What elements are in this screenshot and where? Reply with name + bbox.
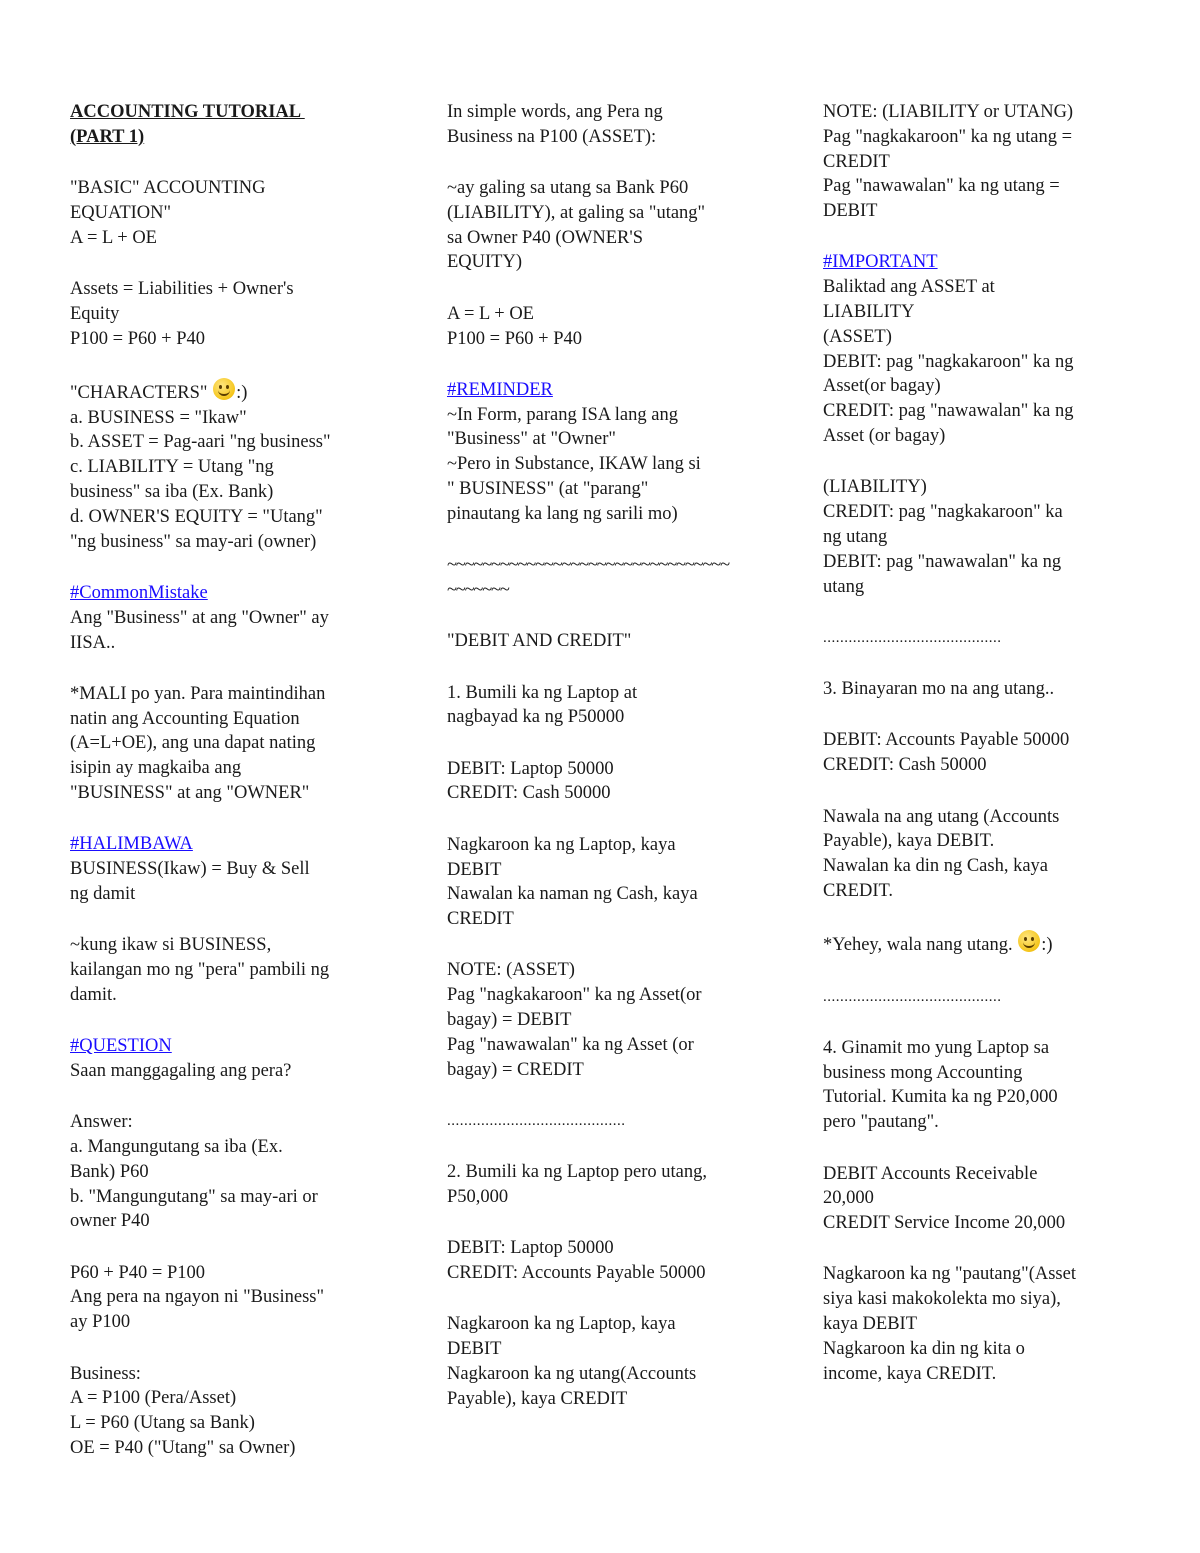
text-line: sa Owner P40 (OWNER'S: [447, 227, 644, 248]
text-line: utang: [823, 576, 865, 597]
text-line: ~In Form, parang ISA lang ang: [447, 404, 678, 425]
tilde-divider: ~~~~~~~~~~~~~~~~~~~~~~~~~~~~~~~~: [447, 555, 729, 576]
text-line: 1. Bumili ka ng Laptop at: [447, 682, 638, 703]
hashtag-reminder-link[interactable]: #REMINDER: [447, 379, 553, 400]
text-line: EQUITY): [447, 252, 523, 273]
text-line: ay P100: [70, 1312, 131, 1333]
text-line: siya kasi makokolekta mo siya),: [823, 1289, 1061, 1310]
text-line: DEBIT: Laptop 50000: [447, 1238, 614, 1259]
text-line: Tutorial. Kumita ka ng P20,000: [823, 1087, 1058, 1108]
characters-label: "CHARACTERS": [70, 382, 213, 403]
debit-credit-heading: "DEBIT AND CREDIT": [447, 631, 632, 652]
text-line: P60 + P40 = P100: [70, 1262, 205, 1283]
text-line: b. "Mangungutang" sa may-ari or: [70, 1186, 318, 1207]
text-line: ~ay galing sa utang sa Bank P60: [447, 178, 689, 199]
text-line: OE = P40 ("Utang" sa Owner): [70, 1437, 296, 1458]
text-line: L = P60 (Utang sa Bank): [70, 1413, 255, 1434]
text-line: bagay) = CREDIT: [447, 1059, 584, 1080]
text-line: business mong Accounting: [823, 1062, 1023, 1083]
text-line: Pag "nagkakaroon" ka ng Asset(or: [447, 985, 702, 1006]
text-line: ~Pero in Substance, IKAW lang si: [447, 454, 701, 475]
text-line: NOTE: (LIABILITY or UTANG): [823, 102, 1074, 122]
yehey-suffix: :): [1041, 935, 1053, 956]
text-line: Asset(or bagay): [823, 376, 941, 397]
text-line: Equity: [70, 303, 120, 324]
text-line: DEBIT Accounts Receivable: [823, 1163, 1038, 1184]
column-3: [823, 100, 1153, 1386]
text-line: *MALI po yan. Para maintindihan: [70, 683, 326, 704]
hashtag-common-mistake-link[interactable]: #CommonMistake: [70, 582, 208, 603]
hashtag-important-link[interactable]: #IMPORTANT: [823, 252, 938, 273]
text-line: 3. Binayaran mo na ang utang..: [823, 679, 1055, 700]
text-line: A = P100 (Pera/Asset): [70, 1388, 237, 1409]
text-line: 4. Ginamit mo yung Laptop sa: [823, 1037, 1050, 1058]
text-line: Business:: [70, 1363, 141, 1384]
text-line: P50,000: [447, 1187, 509, 1207]
text-line: 20,000: [823, 1188, 874, 1209]
text-line: 2. Bumili ka ng Laptop pero utang,: [447, 1162, 707, 1183]
text-line: ng damit: [70, 883, 136, 904]
text-line: CREDIT: [823, 151, 890, 172]
text-line: Nagkaroon ka din ng kita o: [823, 1338, 1025, 1359]
text-line: (A=L+OE), ang una dapat nating: [70, 733, 316, 754]
column-2: [447, 100, 777, 1412]
column-1: [70, 100, 400, 1461]
text-line: In simple words, ang Pera ng: [447, 102, 663, 122]
text-line: "BASIC" ACCOUNTING: [70, 178, 266, 199]
dotted-divider: ..........................................: [823, 629, 1002, 646]
dotted-divider: ..........................................: [823, 988, 1002, 1005]
text-line: CREDIT: pag "nawawalan" ka ng: [823, 401, 1074, 422]
smiley-face-icon: [213, 378, 235, 400]
text-line: (LIABILITY), at galing sa "utang": [447, 202, 706, 223]
text-line: Nawala na ang utang (Accounts: [823, 806, 1060, 827]
text-line: Pag "nagkakaroon" ka ng utang =: [823, 126, 1073, 147]
text-line: Saan manggagaling ang pera?: [70, 1060, 292, 1081]
text-line: "BUSINESS" at ang "OWNER": [70, 783, 310, 804]
text-line: isipin ay magkaiba ang: [70, 758, 242, 779]
text-line: Ang pera na ngayon ni "Business": [70, 1287, 325, 1308]
text-line: DEBIT: pag "nagkakaroon" ka ng: [823, 351, 1074, 372]
text-line: CREDIT: [447, 909, 514, 930]
hashtag-question-link[interactable]: #QUESTION: [70, 1036, 172, 1057]
characters-suffix: :): [236, 382, 248, 403]
text-line: Nagkaroon ka ng Laptop, kaya: [447, 834, 676, 855]
text-line: P100 = P60 + P40: [70, 328, 205, 349]
text-line: CREDIT: Cash 50000: [447, 783, 611, 804]
text-line: owner P40: [70, 1211, 150, 1232]
text-line: Business na P100 (ASSET):: [447, 126, 657, 147]
text-line: CREDIT: Cash 50000: [823, 755, 987, 776]
text-line: a. Mangungutang sa iba (Ex.: [70, 1137, 283, 1157]
yehey-text: *Yehey, wala nang utang.: [823, 935, 1018, 956]
text-line: Assets = Liabilities + Owner's: [70, 278, 294, 299]
text-line: Payable), kaya DEBIT.: [823, 831, 995, 852]
text-line: (LIABILITY): [823, 477, 927, 498]
text-line: Nagkaroon ka ng utang(Accounts: [447, 1363, 697, 1384]
text-line: BUSINESS(Ikaw) = Buy & Sell: [70, 859, 310, 880]
text-line: c. LIABILITY = Utang "ng: [70, 457, 274, 478]
text-line: bagay) = DEBIT: [447, 1010, 572, 1031]
text-line: A = L + OE: [70, 227, 157, 248]
text-line: Asset (or bagay): [823, 426, 946, 447]
text-line: DEBIT: Laptop 50000: [447, 758, 614, 779]
characters-heading: [70, 378, 400, 406]
text-line: EQUATION": [70, 202, 172, 223]
text-line: (ASSET): [823, 326, 892, 347]
yehey-line: [823, 930, 1153, 958]
text-line: Payable), kaya CREDIT: [447, 1388, 628, 1409]
text-line: CREDIT: pag "nagkakaroon" ka: [823, 502, 1063, 523]
document-title-line-2: (PART 1): [70, 126, 145, 147]
text-line: ng utang: [823, 526, 888, 547]
text-line: income, kaya CREDIT.: [823, 1363, 997, 1384]
text-line: " BUSINESS" (at "parang": [447, 479, 649, 500]
text-line: Nawalan ka naman ng Cash, kaya: [447, 884, 698, 905]
text-line: Bank) P60: [70, 1161, 149, 1182]
smiley-face-icon: [1018, 930, 1040, 952]
text-line: DEBIT: [447, 859, 502, 880]
text-line: Baliktad ang ASSET at: [823, 277, 995, 298]
dotted-divider: ..........................................: [447, 1112, 626, 1129]
text-line: "Business" at "Owner": [447, 429, 616, 450]
text-line: pero "pautang".: [823, 1112, 939, 1133]
text-line: CREDIT.: [823, 880, 894, 901]
text-line: business" sa iba (Ex. Bank): [70, 482, 274, 503]
text-line: DEBIT: pag "nawawalan" ka ng: [823, 551, 1062, 572]
text-line: ~kung ikaw si BUSINESS,: [70, 935, 272, 956]
text-line: Pag "nawawalan" ka ng Asset (or: [447, 1034, 694, 1055]
text-line: d. OWNER'S EQUITY = "Utang": [70, 506, 323, 527]
text-line: Ang "Business" at ang "Owner" ay: [70, 607, 329, 628]
text-line: DEBIT: Accounts Payable 50000: [823, 730, 1070, 751]
text-line: Nawalan ka din ng Cash, kaya: [823, 856, 1049, 877]
text-line: kaya DEBIT: [823, 1313, 918, 1334]
text-line: Answer:: [70, 1112, 133, 1133]
text-line: damit.: [70, 984, 117, 1005]
text-line: A = L + OE: [447, 303, 534, 324]
text-line: P100 = P60 + P40: [447, 328, 582, 349]
text-line: IISA..: [70, 632, 116, 653]
text-line: LIABILITY: [823, 302, 915, 323]
text-line: natin ang Accounting Equation: [70, 708, 300, 729]
text-line: kailangan mo ng "pera" pambili ng: [70, 960, 330, 981]
text-line: Pag "nawawalan" ka ng utang =: [823, 176, 1060, 197]
text-line: b. ASSET = Pag-aari "ng business": [70, 432, 331, 453]
text-line: CREDIT Service Income 20,000: [823, 1213, 1066, 1234]
text-line: Nagkaroon ka ng "pautang"(Asset: [823, 1264, 1076, 1285]
text-line: DEBIT: [447, 1339, 502, 1360]
text-line: "ng business" sa may-ari (owner): [70, 531, 317, 552]
document-title-line-1: ACCOUNTING TUTORIAL: [70, 102, 305, 122]
text-line: pinautang ka lang ng sarili mo): [447, 503, 678, 524]
text-line: a. BUSINESS = "Ikaw": [70, 407, 247, 428]
text-line: DEBIT: [823, 201, 878, 222]
text-line: Nagkaroon ka ng Laptop, kaya: [447, 1314, 676, 1335]
tilde-divider: ~~~~~~~: [447, 579, 509, 600]
hashtag-halimbawa-link[interactable]: #HALIMBAWA: [70, 834, 193, 855]
text-line: nagbayad ka ng P50000: [447, 707, 625, 728]
text-line: CREDIT: Accounts Payable 50000: [447, 1263, 706, 1284]
text-line: NOTE: (ASSET): [447, 960, 575, 981]
